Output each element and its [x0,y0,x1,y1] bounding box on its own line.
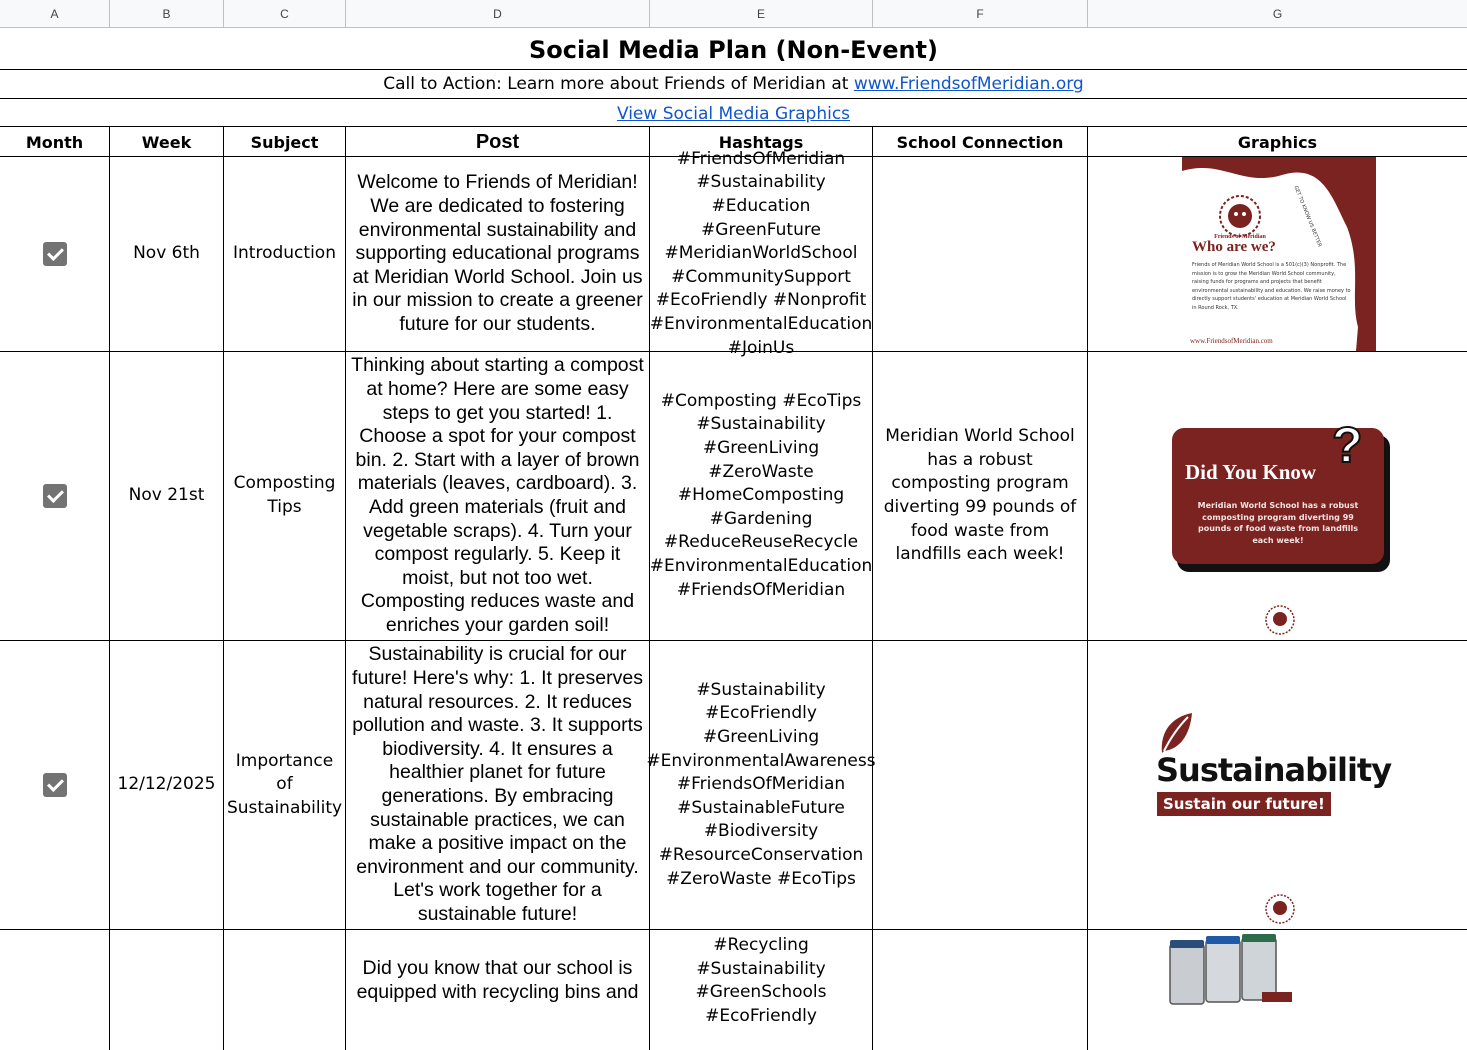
subject-cell[interactable]: Composting Tips [224,352,346,640]
table-row [0,148,1467,358]
header-graphics[interactable]: Graphics [1237,133,1318,152]
month-cell[interactable] [0,930,110,1050]
hashtags-cell[interactable]: #Composting #EcoTips #Sustainability #GreenLiving #ZeroWaste #HomeComposting #Gardening #ReduceReuseRecycle #EnvironmentalEducation #FriendsOfMeridian [650,352,873,640]
call-to-action-row[interactable] [0,70,1467,99]
week-cell[interactable]: Nov 21st [110,352,224,640]
graphics-cell[interactable] [1088,641,1467,929]
column-letter-b[interactable]: B [110,0,224,28]
week-cell[interactable]: 12/12/2025 [110,641,224,929]
school-connection-cell[interactable] [873,157,1088,351]
month-cell[interactable] [0,157,110,351]
table-row [0,352,1467,641]
lion-logo-icon [1263,892,1297,926]
school-connection-cell[interactable] [873,930,1088,1050]
hashtags-cell[interactable]: #Sustainability #EcoFriendly #GreenLiving #EnvironmentalAwareness #FriendsOfMeridian #SustainableFuture #Biodiversity #ResourceConservation #ZeroWaste #EcoTips [650,641,873,929]
week-cell[interactable]: Nov 6th [110,157,224,351]
lion-logo-icon [1217,193,1263,239]
subject-cell[interactable]: Introduction [224,157,346,351]
hashtags-cell[interactable] [650,930,873,1050]
lion-logo-icon [1263,603,1297,637]
month-cell[interactable] [0,641,110,929]
header-post[interactable]: Post [346,127,650,157]
did-you-know-graphic[interactable] [1172,417,1392,574]
who-are-we-heading: Who are we? [1192,239,1276,255]
arc-text: GET TO KNOW US BETTER [1292,185,1323,248]
checkbox-checked[interactable] [43,773,67,797]
column-letter-d[interactable]: D [346,0,650,28]
graphics-cell[interactable] [1088,352,1467,640]
month-cell[interactable] [0,352,110,640]
graphic-url: www.FriendsofMeridian.com [1190,337,1273,345]
sustain-tagline: Sustain our future! [1157,792,1331,816]
column-letter-c[interactable]: C [224,0,346,28]
view-graphics-link[interactable]: View Social Media Graphics [616,104,851,124]
column-header-bar [0,0,1467,28]
sheet-title[interactable]: Social Media Plan (Non-Event) [0,28,1467,70]
did-you-know-body: Meridian World School has a robust composting program diverting 99 pounds of food waste from landfills each week! [1197,501,1359,545]
table-row [0,930,1467,1050]
hashtags-text: #Recycling #Sustainability #GreenSchools #EcoFriendly [695,935,827,1026]
leaf-icon [1158,711,1194,755]
column-letter-f[interactable]: F [873,0,1088,28]
header-hashtags[interactable]: Hashtags [650,127,873,157]
who-are-we-body: Friends of Meridian World School is a 501(c)(3) Nonprofit. The mission is to grow the Meridian World School community, raising funds for programs and projects that benefit environmental sustainability and education. We raise money to directly support students' education at Meridian World School in Round Rock, TX. [1192,262,1351,311]
post-cell[interactable]: Sustainability is crucial for our future! Here's why: 1. It preserves natural resources. 2. It reduces pollution and waste. 3. It supports biodiversity. 4. It ensures a healthier planet for future generations. By embracing sustainable practices, we can make a positive impact on the environment and our community. Let's work together for a sustainable future! [346,641,650,929]
recycling-bins-graphic[interactable] [1166,930,1286,1000]
column-letter-g[interactable]: G [1272,7,1283,21]
did-you-know-heading: Did You Know [1185,460,1317,484]
subject-cell[interactable]: Importance of Sustainability [224,641,346,929]
column-letter-a[interactable]: A [0,0,110,28]
header-subject[interactable]: Subject [224,127,346,157]
subject-cell[interactable] [224,930,346,1050]
header-month[interactable]: Month [0,127,110,157]
header-week[interactable]: Week [110,127,224,157]
post-cell[interactable]: Thinking about starting a compost at home? Here are some easy steps to get you started! 1. Choose a spot for your compost bin. 2. Start with a layer of brown materials (leaves, cardboard). 3. Add green materials (fruit and vegetable scraps). 4. Turn your compost regularly. 5. Keep it moist, but not too wet. Composting reduces waste and enriches your garden soil! [346,352,650,640]
graphics-cell[interactable] [1088,157,1467,351]
checkbox-checked[interactable] [43,242,67,266]
call-to-action-text: Call to Action: Learn more about Friends of Meridian at [383,74,854,94]
hashtags-cell[interactable]: #FriendsOfMeridian #Sustainability #Education #GreenFuture #MeridianWorldSchool #CommunitySupport #EcoFriendly #Nonprofit #EnvironmentalEducation #JoinUs [649,148,873,358]
table-row [0,641,1467,930]
graphics-link-row[interactable] [0,99,1467,127]
sustainability-graphic[interactable] [1154,711,1404,821]
post-cell[interactable] [346,930,650,1050]
school-connection-cell[interactable] [873,641,1088,929]
post-text: Did you know that our school is equipped with recycling bins and [356,957,639,1003]
column-letter-e[interactable]: E [650,0,873,28]
school-connection-cell[interactable]: Meridian World School has a robust composting program diverting 99 pounds of food waste from landfills each week! [873,352,1088,640]
graphics-cell[interactable] [1088,930,1467,1050]
question-mark-icon: ? [1332,417,1363,473]
logo-caption: Friends of Meridian [1214,234,1266,240]
who-are-we-graphic[interactable] [1182,157,1376,351]
sustainability-heading: Sustainability [1156,751,1392,789]
checkbox-checked[interactable] [43,484,67,508]
header-school-connection[interactable]: School Connection [873,127,1088,157]
week-cell[interactable] [110,930,224,1050]
website-link[interactable]: www.FriendsofMeridian.org [853,74,1084,94]
post-cell[interactable]: Welcome to Friends of Meridian! We are dedicated to fostering environmental sustainability and supporting educational programs at Meridian World School. Join us in our mission to create a greener future for our students. [346,157,650,351]
